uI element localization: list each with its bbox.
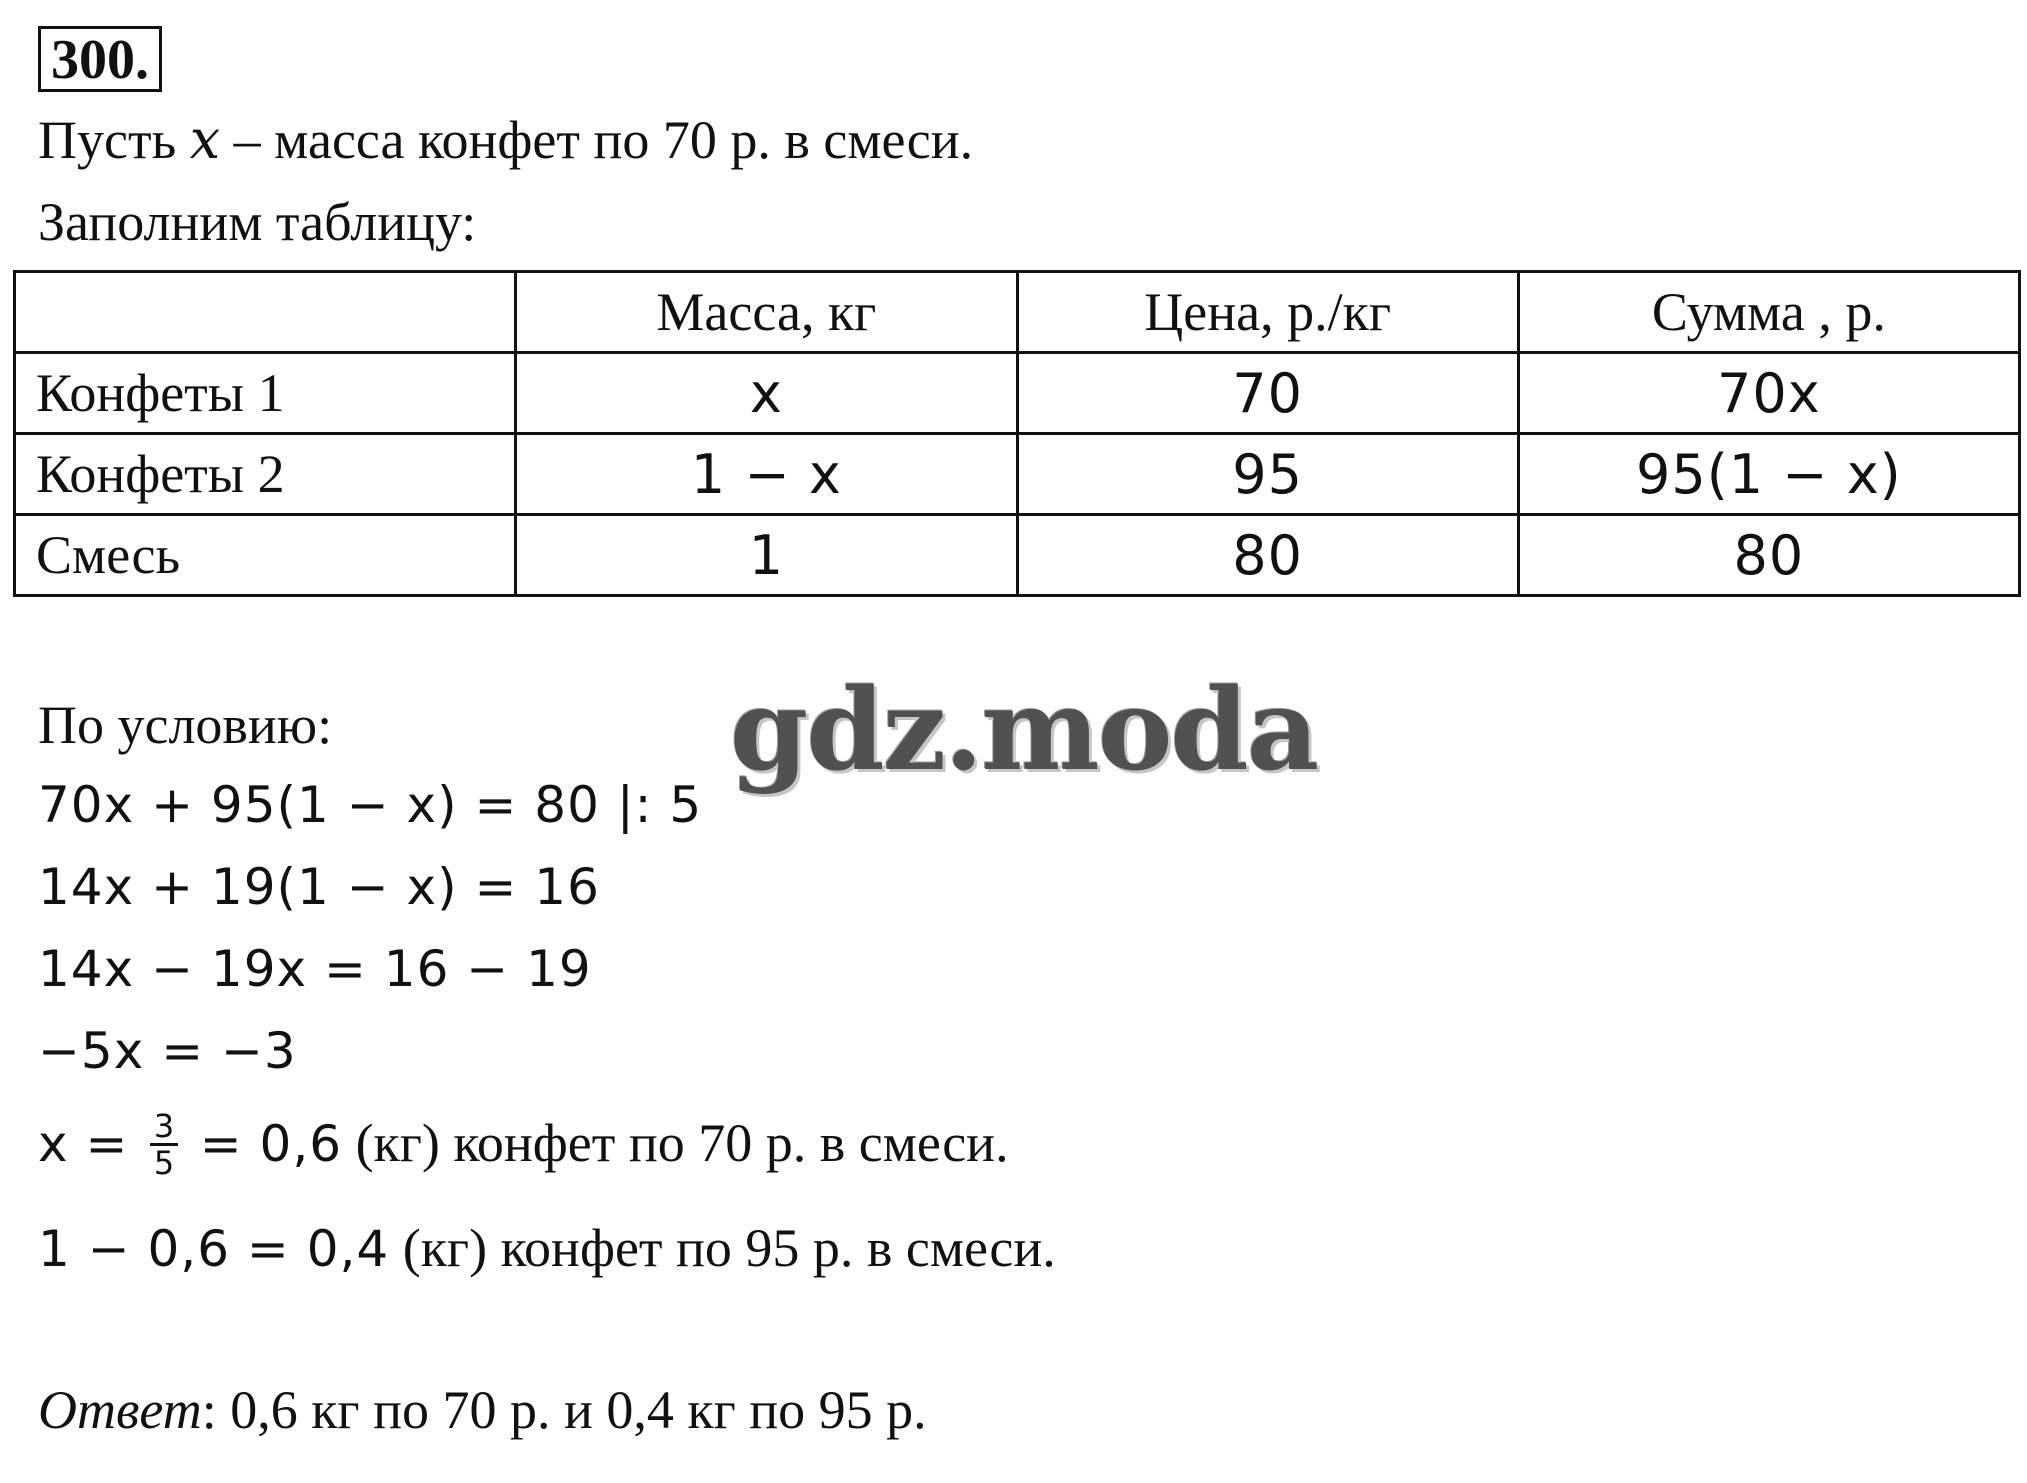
table-cell: 80 [1518, 515, 2019, 596]
watermark-logo: gdz.moda [730, 665, 1318, 796]
table-header-cell [15, 272, 516, 353]
fraction [150, 1107, 178, 1183]
table-row [15, 515, 2020, 596]
table-cell: 1 [516, 515, 1017, 596]
table-cell: Конфеты 1 [15, 353, 516, 434]
table-cell: 80 [1017, 515, 1518, 596]
table-header-row [15, 272, 2020, 353]
table-cell: 70 [1017, 353, 1518, 434]
equation-line: 14x − 19x = 16 − 19 [38, 940, 592, 998]
solution-x-rhs: = 0,6 [199, 1115, 343, 1173]
table-cell: 70x [1518, 353, 2019, 434]
equation-line: 70x + 95(1 − x) = 80 |: 5 [38, 776, 703, 834]
intro-variable: x [189, 108, 221, 171]
condition-label: По условию: [38, 695, 333, 755]
answer-line [38, 1380, 927, 1440]
solution-x-lhs: x = [38, 1115, 129, 1173]
table-header-cell: Масса, кг [516, 272, 1017, 353]
answer-text: : 0,6 кг по 70 р. и 0,4 кг по 95 р. [201, 1380, 927, 1440]
solution-x-text: (кг) конфет по 70 р. в смеси. [342, 1113, 1009, 1173]
fraction-denominator: 5 [153, 1144, 175, 1183]
solution-second-text: (кг) конфет по 95 р. в смеси. [389, 1218, 1056, 1278]
table-row [15, 353, 2020, 434]
solution-second-line [38, 1218, 1056, 1279]
table-row [15, 434, 2020, 515]
table-intro: Заполним таблицу: [38, 192, 477, 252]
fraction-numerator: 3 [150, 1109, 178, 1146]
table-cell: Смесь [15, 515, 516, 596]
intro-prefix: Пусть [38, 110, 190, 170]
intro-line [38, 110, 973, 170]
intro-suffix: – масса конфет по 70 р. в смеси. [220, 110, 974, 170]
equation-line: 14x + 19(1 − x) = 16 [38, 858, 600, 916]
table-cell: Конфеты 2 [15, 434, 516, 515]
table-cell: 95 [1017, 434, 1518, 515]
table-header-cell: Сумма , р. [1518, 272, 2019, 353]
solution-second-math: 1 − 0,6 = 0,4 [38, 1220, 390, 1278]
table-cell: x [516, 353, 1017, 434]
table-header-cell: Цена, р./кг [1017, 272, 1518, 353]
table-cell: 1 − x [516, 434, 1017, 515]
equation-line: −5x = −3 [38, 1022, 297, 1080]
solution-x-line [38, 1107, 1009, 1184]
problem-number: 300. [38, 26, 162, 92]
data-table [13, 270, 2021, 597]
answer-label: Ответ [38, 1380, 202, 1440]
table-cell: 95(1 − x) [1518, 434, 2019, 515]
